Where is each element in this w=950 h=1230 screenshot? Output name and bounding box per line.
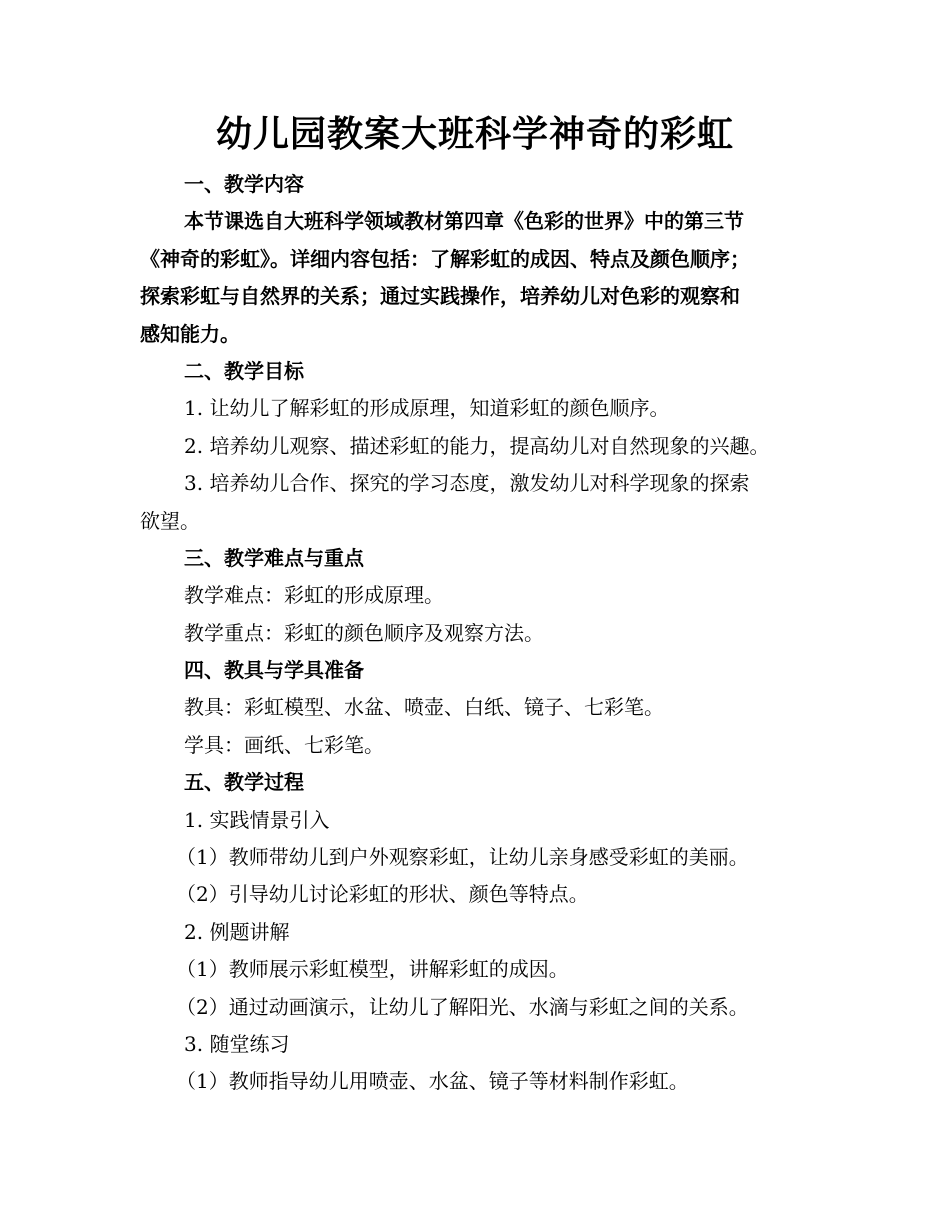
process-step-item: （1）教师指导幼儿用喷壶、水盆、镜子等材料制作彩虹。 [176,1069,689,1094]
teacher-tools-text: 教具：彩虹模型、水盆、喷壶、白纸、镜子、七彩笔。 [184,695,664,720]
process-step-item: （1）教师带幼儿到户外观察彩虹，让幼儿亲身感受彩虹的美丽。 [176,845,749,870]
section-heading-goals: 二、教学目标 [184,358,304,383]
process-step-title: 1. 实践情景引入 [184,807,330,832]
process-step-item: （2）引导幼儿讨论彩虹的形状、颜色等特点。 [176,882,589,907]
process-step-item: （1）教师展示彩虹模型，讲解彩虹的成因。 [176,957,569,982]
goal-item: 3. 培养幼儿合作、探究的学习态度，激发幼儿对科学现象的探索 [184,471,750,496]
content-paragraph-line: 本节课选自大班科学领域教材第四章《色彩的世界》中的第三节 [184,209,744,234]
section-heading-difficulty: 三、教学难点与重点 [184,545,364,570]
document-title: 幼儿园教案大班科学神奇的彩虹 [215,113,734,155]
key-point-text: 教学重点：彩虹的颜色顺序及观察方法。 [184,620,544,645]
section-heading-process: 五、教学过程 [184,770,304,795]
goal-item: 2. 培养幼儿观察、描述彩虹的能力，提高幼儿对自然现象的兴趣。 [184,433,770,458]
section-heading-content: 一、教学内容 [184,172,304,196]
content-paragraph-line: 感知能力。 [140,321,240,346]
content-paragraph-line: 《神奇的彩虹》。详细内容包括：了解彩虹的成因、特点及颜色顺序； [140,246,750,271]
process-step-item: （2）通过动画演示，让幼儿了解阳光、水滴与彩虹之间的关系。 [176,994,749,1019]
section-heading-materials: 四、教具与学具准备 [184,658,364,683]
student-tools-text: 学具：画纸、七彩笔。 [184,732,384,757]
difficulty-text: 教学难点：彩虹的形成原理。 [184,583,444,608]
document-body [140,166,820,1101]
goal-item-continuation: 欲望。 [140,508,200,533]
process-step-title: 3. 随堂练习 [184,1031,290,1056]
goal-item: 1. 让幼儿了解彩虹的形成原理，知道彩虹的颜色顺序。 [184,396,670,421]
process-step-title: 2. 例题讲解 [184,919,290,944]
content-paragraph-line: 探索彩虹与自然界的关系；通过实践操作，培养幼儿对色彩的观察和 [140,284,740,309]
